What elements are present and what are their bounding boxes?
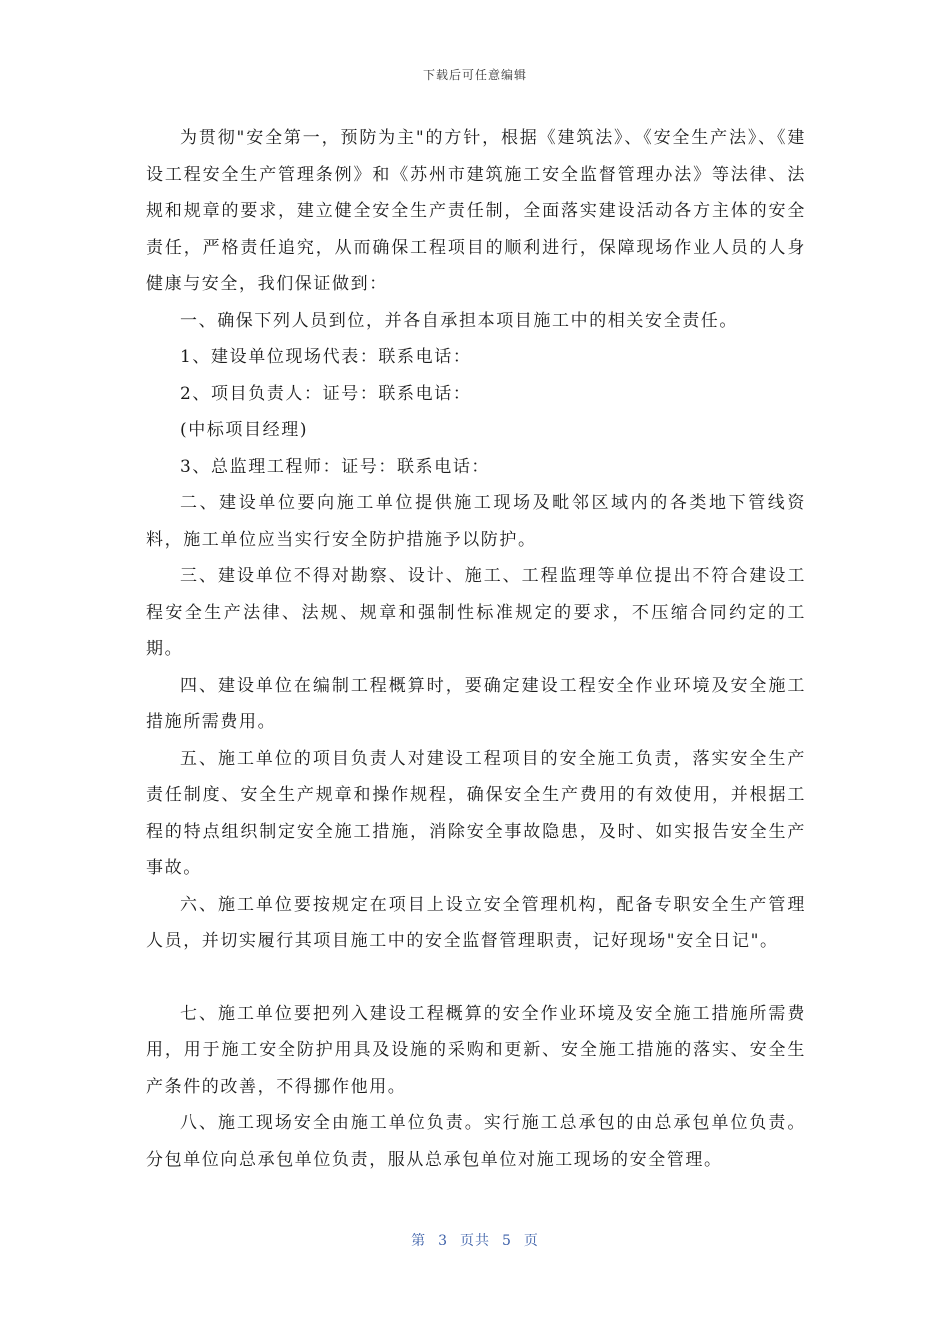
header-note: 下载后可任意编辑 [422, 68, 527, 82]
item-1-2: 2、项目负责人：证号：联系电话： [180, 383, 472, 404]
footer-middle: 页共 [460, 1233, 490, 1249]
item-1-2-note: (中标项目经理) [180, 420, 309, 440]
footer-suffix: 页 [523, 1233, 539, 1249]
intro-paragraph: 为贯彻"安全第一，预防为主"的方针，根据《建筑法》、《安全生产法》、《建设工程安全生产管理条例》和《苏州市建筑施工安全监督管理办法》等法律、法规和规章的要求，建立健全安全生产责任制，全面落实建设活动各方主体的安全责任，严格责任追究，从而确保工程项目的顺利进行，保障现场作业人员的人身健康与安全，我们保证做到： [146, 128, 806, 294]
item-8: 八、施工现场安全由施工单位负责。实行施工总承包的由总承包单位负责。分包单位向总承包单位负责，服从总承包单位对施工现场的安全管理。 [146, 1113, 806, 1170]
item-5: 五、施工单位的项目负责人对建设工程项目的安全施工负责，落实安全生产责任制度、安全生产规章和操作规程，确保安全生产费用的有效使用，并根据工程的特点组织制定安全施工措施，消除安全事故隐患，及时、如实报告安全生产事故。 [146, 748, 806, 878]
item-2: 二、建设单位要向施工单位提供施工现场及毗邻区域内的各类地下管线资料，施工单位应当实行安全防护措施予以防护。 [146, 493, 806, 550]
paragraph-spacer [146, 960, 806, 996]
document-body [146, 120, 806, 1178]
current-page-number: 3 [438, 1233, 448, 1249]
item-4: 四、建设单位在编制工程概算时，要确定建设工程安全作业环境及安全施工措施所需费用。 [146, 675, 806, 732]
page-footer [0, 1230, 950, 1250]
item-1-1: 1、建设单位现场代表：联系电话： [180, 347, 472, 367]
item-1: 一、确保下列人员到位，并各自承担本项目施工中的相关安全责任。 [180, 310, 738, 331]
item-7: 七、施工单位要把列入建设工程概算的安全作业环境及安全施工措施所需费用，用于施工安全防护用具及设施的采购和更新、安全施工措施的落实、安全生产条件的改善，不得挪作他用。 [146, 1003, 806, 1097]
item-6: 六、施工单位要按规定在项目上设立安全管理机构，配备专职安全生产管理人员，并切实履行其项目施工中的安全监督管理职责，记好现场"安全日记"。 [146, 894, 806, 951]
item-3: 三、建设单位不得对勘察、设计、施工、工程监理等单位提出不符合建设工程安全生产法律、法规、规章和强制性标准规定的要求，不压缩合同约定的工期。 [146, 566, 806, 659]
footer-prefix: 第 [411, 1233, 427, 1249]
item-1-3: 3、总监理工程师：证号：联系电话： [180, 456, 491, 477]
total-pages-number: 5 [502, 1233, 512, 1249]
